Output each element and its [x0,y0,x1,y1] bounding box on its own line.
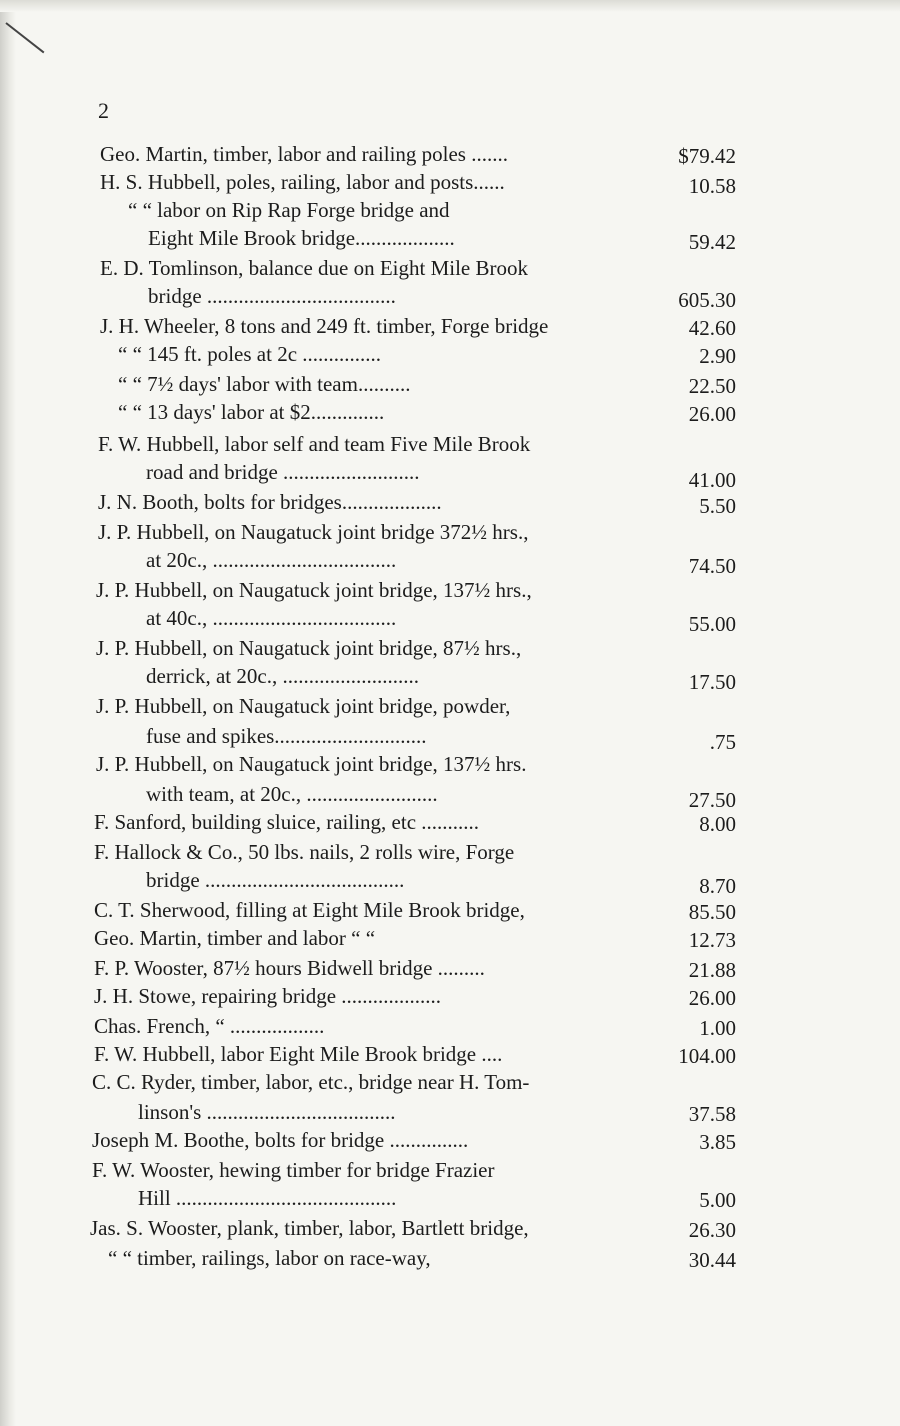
line-description: C. T. Sherwood, filling at Eight Mile Brook bridge, [94,898,525,922]
line-description: J. N. Booth, bolts for bridges................... [98,490,442,514]
line-description: F. Sanford, building sluice, railing, etc ........... [94,810,480,834]
line-amount: 5.00 [699,1188,736,1212]
ledger-line [0,692,900,720]
line-amount: $79.42 [678,144,736,168]
line-description: derrick, at 20c., .......................... [146,664,419,688]
line-description: Chas. French, “ .................. [94,1014,325,1038]
line-description: J. P. Hubbell, on Naugatuck joint bridge, 137½ hrs., [96,578,532,602]
line-description: Hill .......................................... [138,1186,397,1210]
ledger-line [0,838,900,866]
ledger-line [0,1214,900,1242]
ledger-line [0,312,900,340]
line-amount: 10.58 [688,174,736,198]
ledger-line [0,1098,900,1126]
ledger-line [0,370,900,398]
line-description: F. W. Hubbell, labor Eight Mile Brook bridge .... [94,1042,503,1066]
ledger-line [0,1126,900,1154]
ledger-line [0,866,900,898]
line-description: “ “ 13 days' labor at $2.............. [118,400,385,424]
line-description: F. W. Wooster, hewing timber for bridge Frazier [92,1158,495,1182]
ledger-line [0,430,900,458]
ledger-line [0,896,900,924]
line-description: F. Hallock & Co., 50 lbs. nails, 2 rolls wire, Forge [94,840,515,864]
line-description: road and bridge .......................... [146,460,420,484]
ledger-line [0,458,900,492]
ledger-line [0,634,900,662]
ledger-line [0,722,900,754]
line-description: J. P. Hubbell, on Naugatuck joint bridge, powder, [96,694,511,718]
line-amount: 85.50 [688,900,736,924]
ledger-line [0,1040,900,1068]
line-description: at 20c., ................................... [146,548,397,572]
line-amount: 17.50 [688,670,736,694]
line-amount: .75 [709,730,736,754]
line-amount: 74.50 [688,554,736,578]
line-amount: 41.00 [688,468,736,492]
line-description: Geo. Martin, timber and labor “ “ [94,926,376,950]
ledger-line [0,398,900,426]
line-amount: 26.00 [688,402,736,426]
line-description: bridge ...................................... [146,868,405,892]
ledger-line [0,282,900,310]
line-description: F. W. Hubbell, labor self and team Five Mile Brook [98,432,531,456]
line-description: J. P. Hubbell, on Naugatuck joint bridge, 137½ hrs. [96,752,527,776]
ledger-line [0,780,900,812]
line-amount: 22.50 [688,374,736,398]
ledger-line [0,1068,900,1096]
ledger-line [0,576,900,604]
line-amount: 3.85 [699,1130,736,1154]
line-description: with team, at 20c., ......................... [146,782,438,806]
line-description: J. H. Wheeler, 8 tons and 249 ft. timber, Forge bridge [100,314,549,338]
line-description: J. H. Stowe, repairing bridge ................... [94,984,442,1008]
line-amount: 605.30 [678,288,736,312]
ledger-line [0,1012,900,1040]
line-description: J. P. Hubbell, on Naugatuck joint bridge 372½ hrs., [98,520,529,544]
line-amount: 5.50 [699,494,736,518]
ledger-line [0,924,900,952]
line-description: Geo. Martin, timber, labor and railing poles ....... [100,142,508,166]
ledger-line [0,808,900,836]
line-amount: 8.00 [699,812,736,836]
line-description: F. P. Wooster, 87½ hours Bidwell bridge ......... [94,956,485,980]
line-description: fuse and spikes............................. [146,724,427,748]
line-description: bridge .................................... [148,284,396,308]
line-description: Joseph M. Boothe, bolts for bridge ............... [92,1128,469,1152]
line-amount: 26.00 [688,986,736,1010]
line-description: Eight Mile Brook bridge................... [148,226,455,250]
line-amount: 21.88 [688,958,736,982]
ledger-line [0,662,900,694]
line-amount: 42.60 [688,316,736,340]
ledger-line [0,1156,900,1184]
ledger-line [0,982,900,1010]
line-description: E. D. Tomlinson, balance due on Eight Mile Brook [100,256,528,280]
ledger-line [0,488,900,516]
line-description: linson's .................................... [138,1100,396,1124]
ledger-line [0,1244,900,1272]
line-description: “ “ 145 ft. poles at 2c ............... [118,342,382,366]
line-description: “ “ 7½ days' labor with team.......... [118,372,411,396]
ledger-line [0,224,900,252]
ledger-line [0,954,900,982]
ledger-line [0,546,900,578]
line-description: “ “ labor on Rip Rap Forge bridge and [128,198,450,222]
line-amount: 59.42 [688,230,736,254]
line-amount: 55.00 [688,612,736,636]
line-description: Jas. S. Wooster, plank, timber, labor, Bartlett bridge, [90,1216,529,1240]
ledger-line [0,1184,900,1212]
line-amount: 27.50 [688,788,736,812]
line-amount: 104.00 [678,1044,736,1068]
ledger-line [0,604,900,636]
line-description: C. C. Ryder, timber, labor, etc., bridge near H. Tom- [92,1070,530,1094]
ledger-line [0,140,900,168]
ledger-line [0,518,900,546]
line-description: “ “ timber, railings, labor on race-way, [108,1246,431,1270]
line-amount: 2.90 [699,344,736,368]
line-description: H. S. Hubbell, poles, railing, labor and posts...... [100,170,505,194]
line-description: J. P. Hubbell, on Naugatuck joint bridge, 87½ hrs., [96,636,522,660]
ledger-line [0,340,900,368]
line-amount: 37.58 [688,1102,736,1126]
page-number: 2 [98,98,109,123]
line-amount: 1.00 [699,1016,736,1040]
ledger-line [0,750,900,778]
ledger-line [0,168,900,196]
ledger-line [0,196,900,224]
line-amount: 12.73 [688,928,736,952]
line-amount: 26.30 [688,1218,736,1242]
line-amount: 30.44 [688,1248,736,1272]
line-amount: 8.70 [699,874,736,898]
ledger-line [0,254,900,282]
line-description: at 40c., ................................... [146,606,397,630]
